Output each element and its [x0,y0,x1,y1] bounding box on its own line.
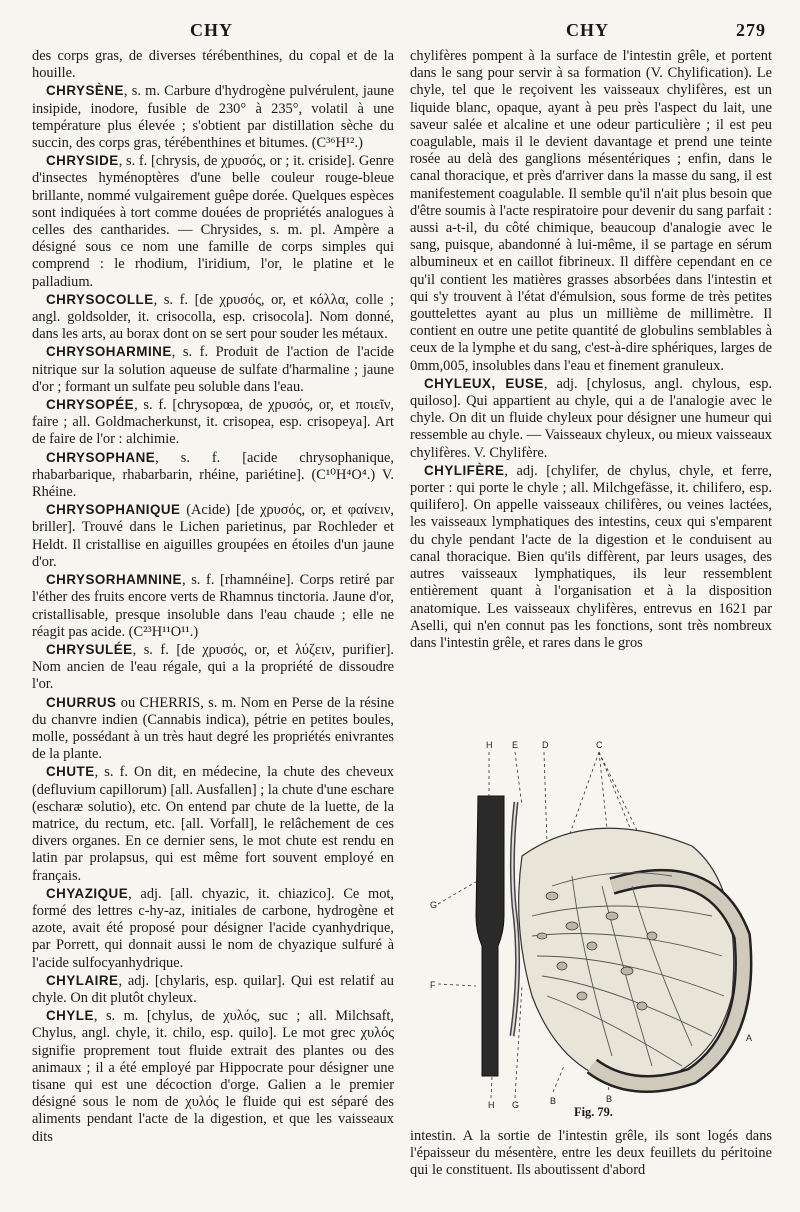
left_column-entry [32,449,394,502]
entry-headword: CHURRUS [46,694,117,710]
entry-text: , adj. [all. chyazic, it. chiazico]. Ce mot, formé des lettres c-hy-az, initiales de carbone, hydrogène et azote, avait été proposé pour désigner l'acide cyanhydrique, par Porrett, qui donnait aussi le nom de chyazique sulfuré à l'acide sulfocyanhydrique. [32,885,394,971]
fig-label-b-bottom-2: B [606,1094,613,1104]
entry-headword: CHRYSULÉE [46,641,133,657]
entry-headword: CHYLEUX, EUSE [424,375,544,391]
entry-text: , s. f. On dit, en médecine, la chute des cheveux (defluvium capillorum) [all. Ausfallen] ; la chute d'une eschare (escharæ solutio), etc. On entend par chute de la luette, de la matrice, du rectum, etc. [all. Vorfall], le relâchement de ces divers organes. En ce dernier sens, le mot chute est rendu en latin par prolapsus, qui est même fort souvent employé en français. [32,764,394,884]
fig-label-g-side: G [430,900,438,910]
right_column-entry [410,48,772,375]
entry-text: ou CHERRIS, s. m. Nom en Perse de la résine du chanvre indien (Cannabis indica), pétrie en petites boules, molle, possédant à un très haut degré les propriétés enivrantes de la plante. [32,694,394,763]
left_column-entry [32,972,394,1007]
entry-text: , s. m. Carbure d'hydrogène pulvérulent, jaune insipide, inodore, fusible de 230° à 235°, volatil à une température plus élevée ; s'obtient par distillation sèche du succin, des corps gras, térébenthines et bitumes. (C³⁶H¹².) [32,83,394,152]
figure-79-chyliferous-vessels [412,736,772,1126]
entry-headword: CHRYSOCOLLE [46,291,154,307]
left_column-entry [32,291,394,344]
left_column-entry [32,501,394,571]
entry-text: , adj. [chylosus, angl. chylous, esp. quiloso]. Qui appartient au chyle, qui a de l'analogie avec le chyle. On dit un fluide chyleux pour désigner une humeur qui ressemble au chyle. — Vaisseaux chyleux, ou mieux vaisseaux chylifères. V. Chylifère. [410,375,773,461]
left_column-entry [32,885,394,972]
entry-headword: CHUTE [46,764,95,780]
left_column-entry [32,82,394,152]
entry-headword: CHRYSOPÉE [46,397,135,413]
entry-text: (Acide) [de χρυσός, or, et φαίνειν, briller]. Trouvé dans le Lichen parietinus, par Rochleder et Heldt. Il cristallise en aiguilles groupées en étoiles d'un jaune d'or. [32,502,394,570]
fig-label-f: F [430,980,436,990]
fig-label-e: E [512,740,519,750]
entry-text: , s. f. [de χρυσός, or, et λύζειν, purifier]. Nom ancien de l'eau régale, qui a la propriété de dissoudre l'or. [32,641,394,693]
page-header [0,22,800,48]
fig-label-a: A [746,1033,753,1043]
left_column-entry [32,694,394,764]
vena-cava-vessel [476,796,504,1076]
bottom-paragraph [410,1128,772,1180]
entry-headword: CHYLAIRE [46,972,119,988]
entry-text: , s. f. [de χρυσός, or, et κόλλα, colle ; angl. goldsolder, it. crisocolla, esp. crisocola]. Nom donné, dans les arts, au borax dont on se sert pour souder les métaux. [32,291,394,343]
entry-headword: CHYAZIQUE [46,885,129,901]
fig-label-d: D [542,740,549,750]
entry-text: , s. f. [chrysopœa, de χρυσός, or, et ποιεῖν, faire ; all. Goldmacherkunst, it. crisopea, esp. crisopeya]. Art de faire de l'or : alchimie. [32,397,394,448]
left_column-entry [32,571,394,641]
mesentery [519,828,734,1086]
entry-text: , s. f. [rhamnéine]. Corps retiré par l'éther des fruits encore verts de Rhamnus tinctoria. Jaune d'or, cristallisable, presque insoluble dans l'eau chaude ; elle ne réagit pas acide. (C²³H¹¹O¹¹.) [32,572,394,640]
entry-headword: CHRYSORHAMNINE [46,572,182,588]
fig-label-b-side: B [744,968,751,978]
left-column [32,48,394,1146]
right_column-entry [410,375,772,462]
figure-caption: Fig. 79. [574,1105,613,1119]
fig-label-h-bottom: H [488,1100,495,1110]
fig-label-g-bottom: G [512,1100,520,1110]
header-right-title: CHY [566,20,609,40]
entry-text: , s. f. Produit de l'action de l'acide nitrique sur la solution aqueuse de sulfate d'harmaline ; jaune d'or ; formant un sulfate peu soluble dans l'eau. [32,344,394,395]
left_column-entry [32,641,394,694]
bottom-paragraph-text: intestin. A la sortie de l'intestin grêle, ils sont logés dans l'épaisseur du mésentère, entre les deux feuillets du péritoine qui le constituent. Ils aboutissent d'abord [410,1128,772,1179]
left_column-entry [32,152,394,291]
right_column-entry [410,462,772,652]
entry-headword: CHRYSOHARMINE [46,344,172,360]
entry-text: , s. f. [chrysis, de χρυσός, or ; it. criside]. Genre d'insectes hyménoptères d'une belle couleur rouge-bleue brillante, nommé vulgairement guêpe dorée. Quelques espèces sont indiquées à tort comme douées de propriétés analogues à celles des cantharides. — Chrysides, s. m. pl. Ampère a désigné sous ce nom une famille de corps simples qui comprend : le rhodium, l'iridium, l'or, le platine et le palladium. [32,153,394,290]
entry-headword: CHRYSIDE [46,153,119,169]
left_column-entry [32,763,394,884]
entry-headword: CHRYSÈNE [46,83,124,99]
entry-headword: CHRYSOPHANIQUE [46,502,181,518]
entry-text: chylifères pompent à la surface de l'intestin grêle, et portent dans le sang pour servir à sa formation (V. Chylification). Le chyle, tel que le reçoivent les vaisseaux chylifères, est un liquide blanc, opaque, ayant à peu près l'aspect du lait, une saveur salée et alcaline et une odeur particulière ; il est peu coagulable, mais il le devient davantage et prend une teinte rosée au delà des ganglions mésentériques ; enfin, dans le canal thoracique, et près d'arriver dans la masse du sang, il est manifestement coagulable. Il semble qu'il n'ait plus besoin que d'être soumis à l'acte respiratoire pour devenir du sang parfait : aussi a-t-il, du côté chimique, beaucoup d'analogie avec le sang, puisque, abandonné à lui-même, il se partage en sérum albumineux et en caillot fibrineux. Il diffère cependant en ce qu'il contient les matières grasses absorbées dans l'intestin et qui s'y trouvent à l'état d'émulsion, sous forme de très petites gouttelettes ayant au plus un millième de millimètre. Il contient en outre une petite quantité de globulins semblables à ceux de la lymphe et du sang, c'est-à-dire sphériques, larges de 0mm,005, insolubles dans l'eau et finement granuleux. [410,48,772,374]
right-column [410,48,772,652]
entry-headword: CHYLIFÈRE [424,462,505,478]
entry-headword: CHRYSOPHANE [46,449,156,465]
entry-text: , adj. [chylifer, de chylus, chyle, et ferre, porter : qui porte le chyle ; all. Milchgefässe, it. chilifero, esp. quilifero]. On appelle vaisseaux chilifères, ou veines lactées, les vaisseaux lymphatiques des intestins, ceux qui s'emparent du chyle pendant l'acte de la digestion et le conduisent au canal thoracique. Bien qu'ils diffèrent, par leurs usages, des autres vaisseaux lymphatiques, ils leur ressemblent entièrement quant à l'organisation et à la disposition anatomique. Les vaisseaux chylifères, entrevus en 1621 par Aselli, qui n'en connut pas les fonctions, sont très nombreux dans l'intestin grêle, et rares dans le gros [410,462,772,651]
page-number: 279 [736,20,766,40]
entry-text: , adj. [chylaris, esp. quilar]. Qui est relatif au chyle. On dit plutôt chyleux. [32,972,394,1006]
fig-label-b-bottom-1: B [550,1096,557,1106]
anatomical-illustration [412,736,772,1126]
fig-label-h-top: H [486,740,493,750]
header-left-title: CHY [190,20,233,40]
left_column-entry [32,1007,394,1146]
entry-text: des corps gras, de diverses térébenthines, du copal et de la houille. [32,48,394,82]
entry-text: , s. f. [acide chrysophanique, rhabarbarique, rhabarbarin, rhéine, pariétine]. (C¹⁰H⁴O⁴.) V. Rhéine. [32,449,394,501]
fig-label-c: C [596,740,603,750]
left_column-entry [32,396,394,449]
left_column-entry [32,48,394,82]
entry-headword: CHYLE [46,1008,94,1024]
entry-text: , s. m. [chylus, de χυλός, suc ; all. Milchsaft, Chylus, angl. chyle, it. chilo, esp. quilo]. Le mot grec χυλός signifie proprement tout fluide extrait des plantes ou des animaux ; il a été employé par Hippocrate pour désigner une tisane qui est une décoction d'orge. Galien a le premier désigné sous le nom de χυλός le fluide qui est séparé des aliments pendant l'acte de la digestion, et que les vaisseaux dits [32,1008,394,1145]
left_column-entry [32,343,394,396]
